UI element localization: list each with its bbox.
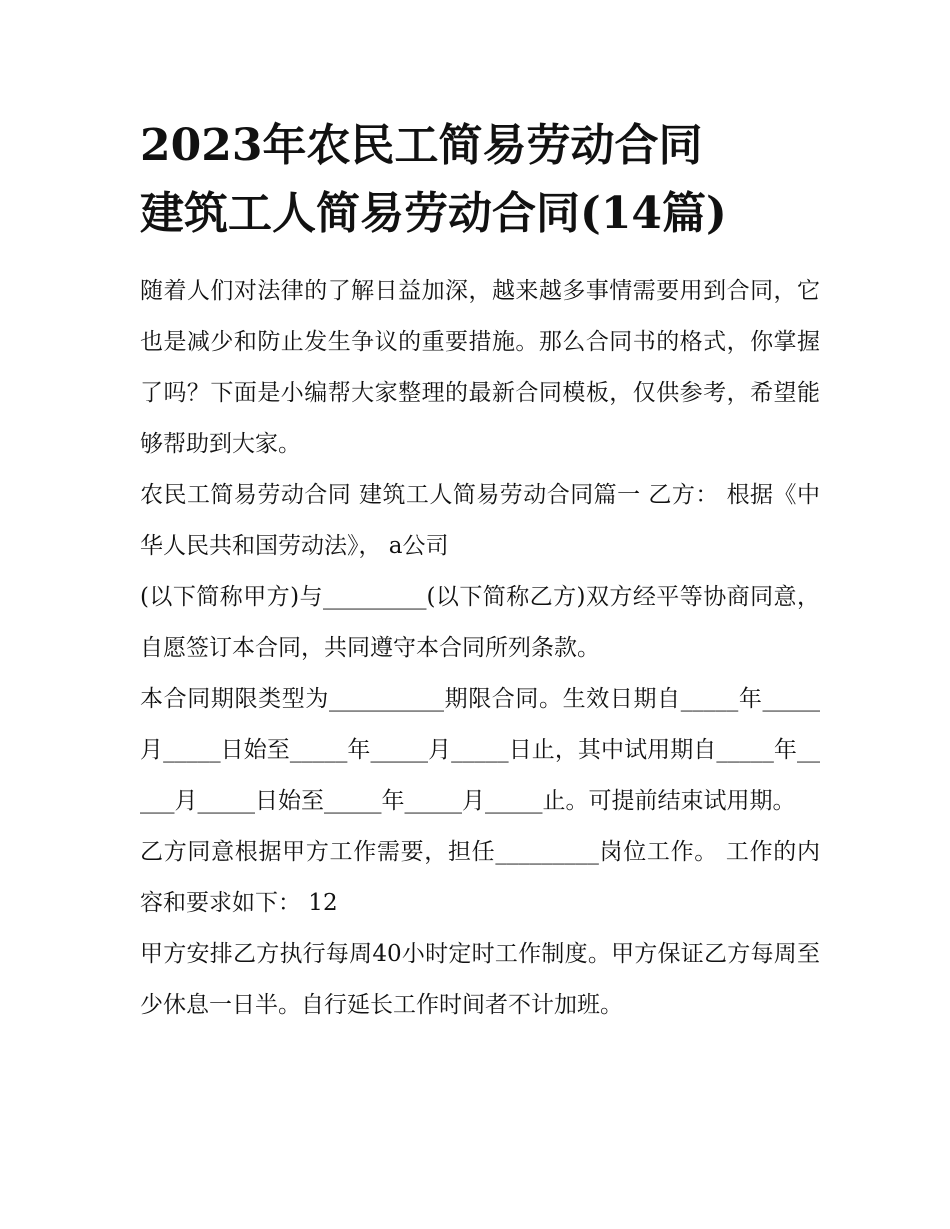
parties-paragraph: (以下简称甲方)与_________(以下简称乙方)双方经平等协商同意，自愿签订本合同，共同遵守本合同所列条款。 bbox=[140, 584, 820, 661]
title-line-1: 2023年农民工简易劳动合同 bbox=[140, 120, 703, 171]
term-paragraph: 本合同期限类型为__________期限合同。生效日期自_____年_____月_____日始至_____年_____月_____日止，其中试用期自_____年_____月_____日始至_____年_____月_____止。可提前结束试用期。 bbox=[140, 686, 820, 814]
intro-paragraph: 随着人们对法律的了解日益加深，越来越多事情需要用到合同，它也是减少和防止发生争议的重要措施。那么合同书的格式，你掌握了吗？下面是小编帮大家整理的最新合同模板，仅供参考，希望能够帮助到大家。 bbox=[140, 278, 820, 457]
contract-heading-paragraph: 农民工简易劳动合同 建筑工人简易劳动合同篇一 乙方： 根据《中华人民共和国劳动法》， a公司 bbox=[140, 482, 820, 559]
document-body bbox=[140, 112, 820, 1031]
title-line-2: 建筑工人简易劳动合同(14篇) bbox=[140, 188, 727, 239]
document-title bbox=[140, 112, 820, 248]
working-hours-paragraph: 甲方安排乙方执行每周40小时定时工作制度。甲方保证乙方每周至少休息一日半。自行延长工作时间者不计加班。 bbox=[140, 941, 820, 1018]
job-paragraph: 乙方同意根据甲方工作需要，担任_________岗位工作。 工作的内容和要求如下： 12 bbox=[140, 839, 820, 916]
